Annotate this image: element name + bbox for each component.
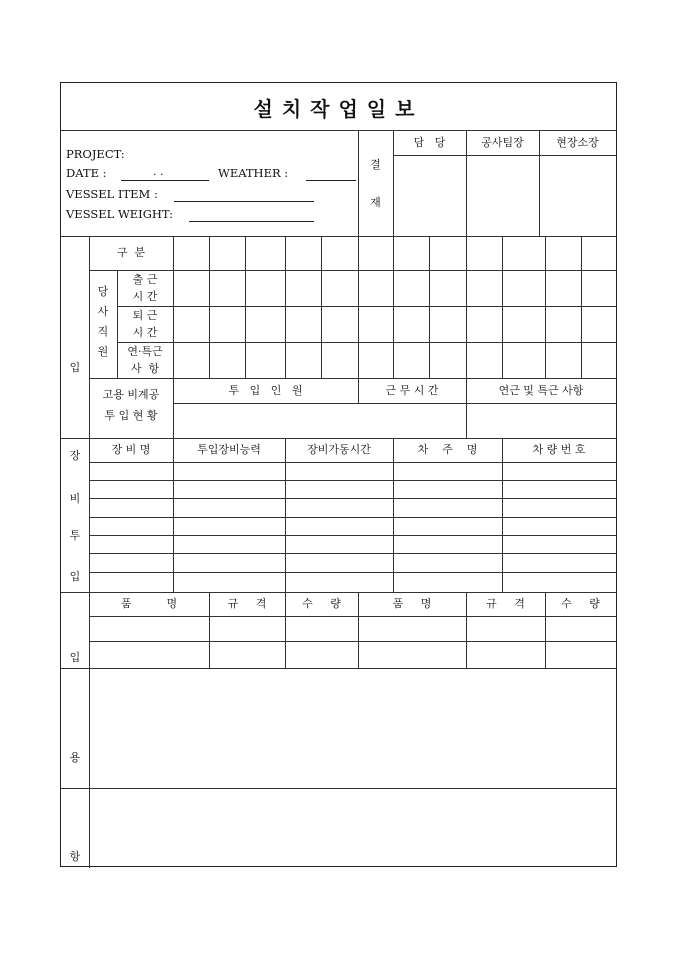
hired-label-line2: 투 입 현 황 <box>104 409 158 422</box>
material-header-name: 품 명 <box>120 597 178 610</box>
divider <box>89 535 616 536</box>
material-header-spec: 규 격 <box>227 597 267 610</box>
materials-side-label: 입 <box>69 651 81 664</box>
weather-field[interactable] <box>306 180 356 181</box>
form-title: 설치작업일보 <box>253 97 424 121</box>
divider <box>245 236 246 378</box>
row-label-line2: 사 항 <box>130 362 160 375</box>
equipment-side-char: 장 <box>69 449 81 462</box>
group-char: 원 <box>97 345 109 358</box>
divider <box>89 517 616 518</box>
contents-area[interactable] <box>90 669 616 788</box>
equipment-header-owner: 차 주 명 <box>417 443 478 456</box>
sign-box-site-manager[interactable] <box>539 156 616 236</box>
notes-area[interactable] <box>90 789 616 866</box>
divider <box>89 572 616 573</box>
divider <box>466 236 467 438</box>
divider <box>502 236 503 378</box>
divider <box>117 342 616 343</box>
hired-label-line1: 고용 비계공 <box>102 388 160 401</box>
work-daily-report-form <box>60 82 617 867</box>
divider <box>209 592 210 668</box>
row-label-line2: 시 간 <box>132 290 158 303</box>
approver-site-manager: 현장소장 <box>556 135 599 149</box>
hired-header-count: 투 입 인 원 <box>228 383 303 397</box>
equipment-header-plate: 차 량 번 호 <box>532 443 586 456</box>
approver-manager: 담 당 <box>413 135 446 149</box>
divider <box>89 553 616 554</box>
approver-team-lead: 공사팀장 <box>481 135 524 149</box>
sign-box-manager[interactable] <box>393 156 466 236</box>
category-header: 구 분 <box>116 246 146 259</box>
weather-label: WEATHER : <box>218 166 289 180</box>
equipment-header-hours: 장비가동시간 <box>307 443 371 456</box>
approval-label-1: 결 <box>370 158 381 171</box>
approval-label-2: 재 <box>370 196 381 209</box>
divider <box>358 130 359 236</box>
divider <box>358 592 359 668</box>
equipment-header-name: 장 비 명 <box>111 443 151 456</box>
equipment-side-char: 입 <box>69 570 81 583</box>
divider <box>285 592 286 668</box>
date-label: DATE : <box>66 166 107 180</box>
material-header-name-2: 품 명 <box>392 597 432 610</box>
contents-side-label: 용 <box>69 751 81 764</box>
equipment-side-char: 비 <box>69 492 81 505</box>
notes-side-label: 항 <box>69 850 81 863</box>
divider <box>285 236 286 378</box>
hired-header-hours: 근 무 시 간 <box>385 383 439 397</box>
hired-header-overtime: 연근 및 특근 사항 <box>498 383 584 397</box>
group-char: 직 <box>97 325 109 338</box>
row-label-line2: 시 간 <box>132 326 158 339</box>
row-label-line1: 퇴 근 <box>132 309 158 322</box>
vessel-weight-label: VESSEL WEIGHT: <box>66 207 174 221</box>
divider <box>117 306 616 307</box>
material-header-spec-2: 규 격 <box>486 597 525 610</box>
date-separators: . . <box>153 165 164 178</box>
divider <box>321 236 322 378</box>
material-header-qty-2: 수 량 <box>561 597 600 610</box>
date-field[interactable] <box>121 180 209 181</box>
divider <box>89 498 616 499</box>
equipment-header-capacity: 투입장비능력 <box>197 443 261 456</box>
divider <box>466 592 467 668</box>
divider <box>89 641 616 642</box>
divider <box>89 462 616 463</box>
divider <box>429 236 430 378</box>
vessel-item-label: VESSEL ITEM : <box>66 187 158 201</box>
divider <box>545 592 546 668</box>
project-label: PROJECT: <box>66 147 125 161</box>
row-label-line1: 출 근 <box>132 273 158 286</box>
equipment-side-char: 투 <box>69 529 81 542</box>
vessel-item-field[interactable] <box>174 201 314 202</box>
divider <box>581 236 582 378</box>
material-header-qty: 수 량 <box>302 597 341 610</box>
group-char: 당 <box>97 285 109 298</box>
row-label-line1: 연·특근 <box>127 345 163 358</box>
group-char: 사 <box>97 305 109 318</box>
divider <box>545 236 546 378</box>
divider <box>89 480 616 481</box>
divider <box>89 616 616 617</box>
sign-box-team-lead[interactable] <box>466 156 539 236</box>
divider <box>393 236 394 378</box>
divider <box>173 403 616 404</box>
divider <box>89 270 616 271</box>
divider <box>173 236 174 438</box>
divider <box>209 236 210 378</box>
vessel-weight-field[interactable] <box>189 221 314 222</box>
manpower-side-label: 입 <box>69 361 81 374</box>
